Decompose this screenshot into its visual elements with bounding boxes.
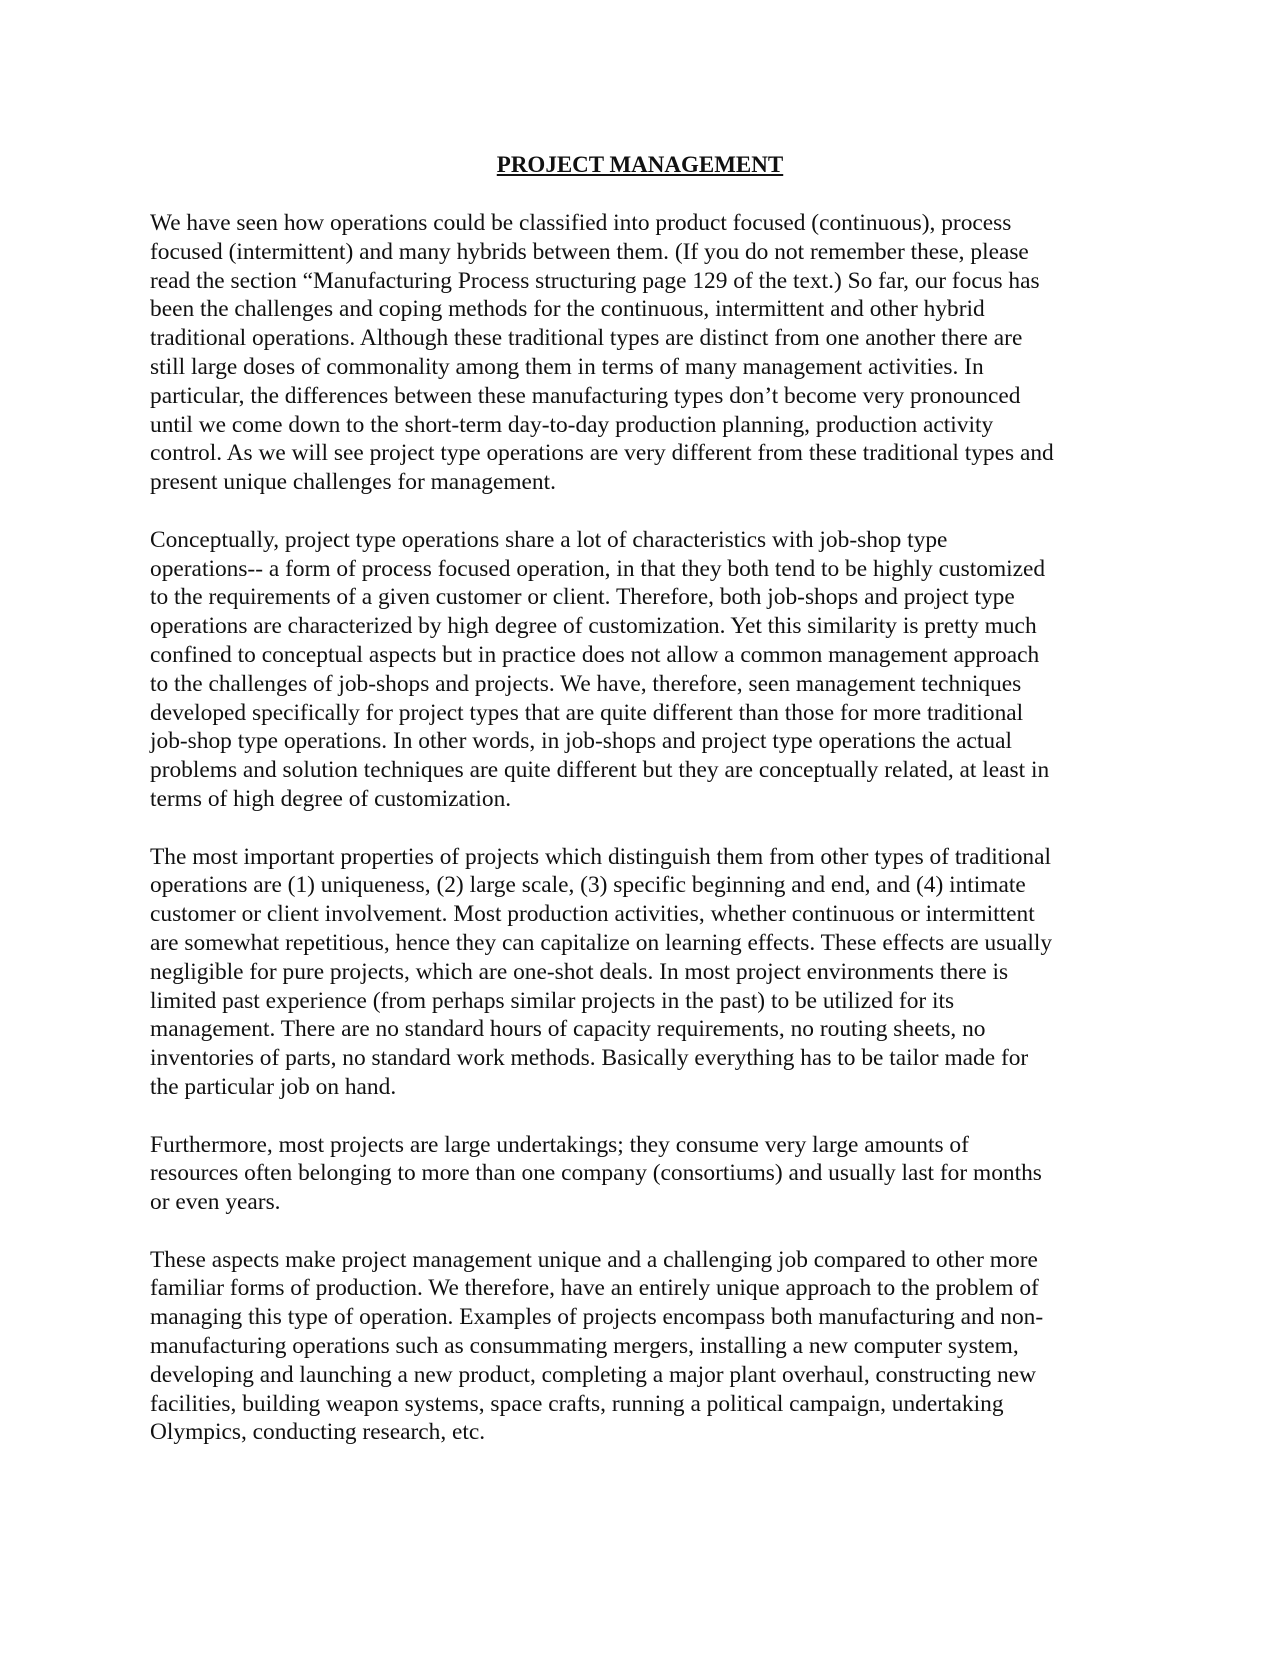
text-line: manufacturing operations such as consummating mergers, installing a new computer system,: [150, 1333, 1019, 1360]
text-line: Olympics, conducting research, etc.: [150, 1419, 486, 1446]
text-line: confined to conceptual aspects but in practice does not allow a common management approach: [150, 641, 1040, 668]
text-line: been the challenges and coping methods for the continuous, intermittent and other hybrid: [150, 296, 985, 323]
text-line: control. As we will see project type operations are very different from these traditional types and: [150, 440, 1054, 467]
text-line: job-shop type operations. In other words, in job-shops and project type operations the actual: [150, 728, 1013, 755]
document-body: [150, 209, 1135, 1476]
text-line: still large doses of commonality among them in terms of many management activities. In: [150, 353, 984, 380]
text-line: are somewhat repetitious, hence they can capitalize on learning effects. These effects are usually: [150, 929, 1053, 956]
text-line: resources often belonging to more than one company (consortiums) and usually last for months: [150, 1160, 1042, 1187]
document-title: PROJECT MANAGEMENT: [496, 152, 784, 177]
text-line: familiar forms of production. We therefore, have an entirely unique approach to the problem of: [150, 1275, 1039, 1302]
text-line: problems and solution techniques are quite different but they are conceptually related, at least in: [150, 757, 1050, 784]
text-line: to the challenges of job-shops and projects. We have, therefore, seen management techniques: [150, 670, 1022, 697]
text-line: or even years.: [150, 1189, 281, 1216]
text-line: Conceptually, project type operations share a lot of characteristics with job-shop type: [150, 526, 948, 553]
paragraph-5: [150, 1246, 1135, 1448]
paragraph-1: [150, 209, 1135, 497]
text-line: managing this type of operation. Examples of projects encompass both manufacturing and non-: [150, 1304, 1044, 1331]
text-line: developing and launching a new product, completing a major plant overhaul, constructing new: [150, 1361, 1036, 1388]
text-line: operations are characterized by high degree of customization. Yet this similarity is pretty much: [150, 613, 1037, 640]
text-line: the particular job on hand.: [150, 1073, 397, 1100]
text-line: operations are (1) uniqueness, (2) large scale, (3) specific beginning and end, and (4) intimate: [150, 872, 1026, 899]
paragraph-3: [150, 843, 1135, 1102]
text-line: terms of high degree of customization.: [150, 785, 512, 812]
text-line: focused (intermittent) and many hybrids between them. (If you do not remember these, please: [150, 238, 1029, 265]
text-line: present unique challenges for management.: [150, 469, 556, 496]
paragraph-4: [150, 1131, 1135, 1217]
text-line: customer or client involvement. Most production activities, whether continuous or intermittent: [150, 901, 1035, 928]
text-line: negligible for pure projects, which are one-shot deals. In most project environments there is: [150, 958, 1009, 985]
text-line: These aspects make project management unique and a challenging job compared to other more: [150, 1246, 1038, 1273]
text-line: We have seen how operations could be classified into product focused (continuous), process: [150, 210, 1012, 236]
paragraph-2: [150, 526, 1135, 814]
text-line: management. There are no standard hours of capacity requirements, no routing sheets, no: [150, 1016, 986, 1043]
text-line: The most important properties of projects which distinguish them from other types of traditional: [150, 843, 1052, 870]
text-line: particular, the differences between these manufacturing types don’t become very pronounced: [150, 382, 1021, 409]
text-line: Furthermore, most projects are large undertakings; they consume very large amounts of: [150, 1131, 969, 1158]
text-line: inventories of parts, no standard work methods. Basically everything has to be tailor made for: [150, 1045, 1029, 1072]
text-line: limited past experience (from perhaps similar projects in the past) to be utilized for its: [150, 987, 955, 1014]
text-line: facilities, building weapon systems, space crafts, running a political campaign, undertaking: [150, 1390, 1004, 1417]
text-line: to the requirements of a given customer or client. Therefore, both job-shops and project type: [150, 584, 1015, 611]
text-line: read the section “Manufacturing Process structuring page 129 of the text.) So far, our focus has: [150, 267, 1040, 294]
text-line: until we come down to the short-term day-to-day production planning, production activity: [150, 411, 994, 438]
text-line: developed specifically for project types that are quite different than those for more traditional: [150, 699, 1024, 726]
text-line: operations-- a form of process focused operation, in that they both tend to be highly customized: [150, 555, 1046, 582]
text-line: traditional operations. Although these traditional types are distinct from one another there are: [150, 325, 1023, 352]
